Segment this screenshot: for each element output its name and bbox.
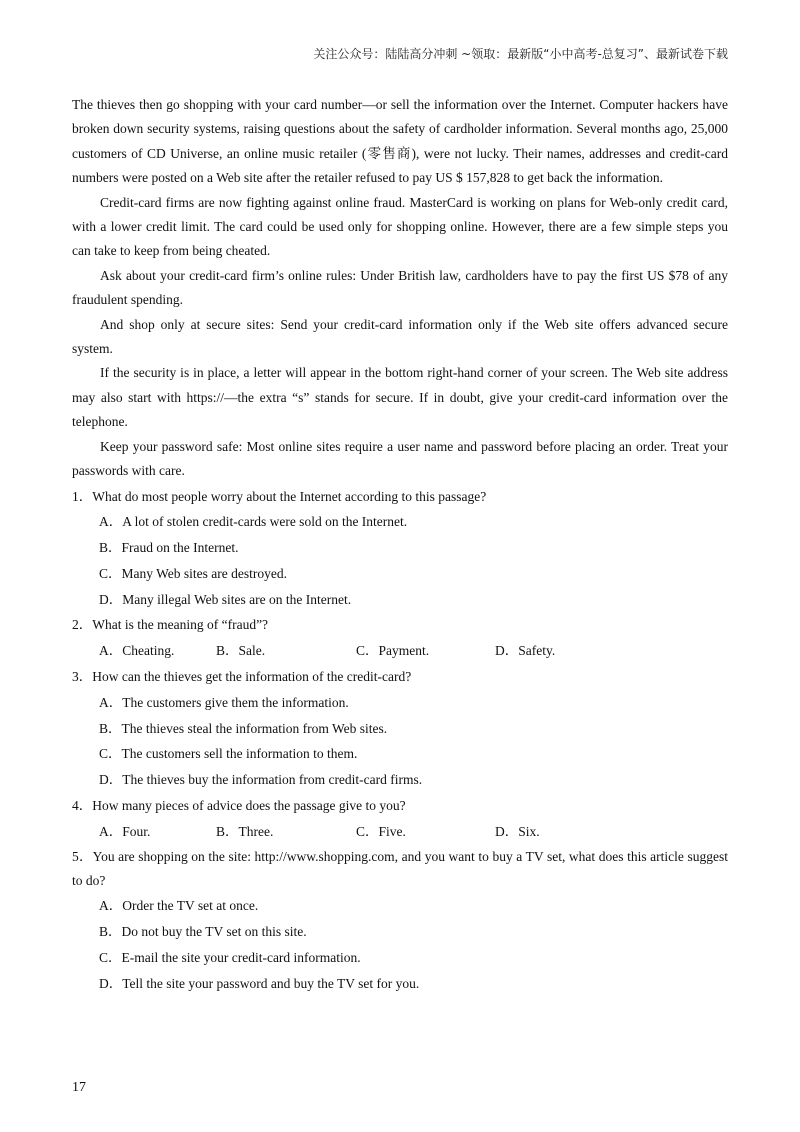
- option-d: D．Safety.: [495, 643, 556, 659]
- option-c: C．Payment.: [356, 643, 430, 659]
- options-row: [72, 819, 728, 845]
- option-c: C．Many Web sites are destroyed.: [99, 565, 287, 581]
- passage-paragraph-4: And shop only at secure sites: Send your credit-card information only if the Web site offers advanced secure system.: [72, 316, 728, 357]
- passage-paragraph-3: Ask about your credit-card firm’s online rules: Under British law, cardholders have to pay the first US $78 of any fraudulent spending.: [72, 267, 728, 308]
- passage-paragraph-2: Credit-card firms are now fighting against online fraud. MasterCard is working on plans for Web-only credit card, with a lower credit limit. The card could be used only for shopping online. However, there are a few simple steps you can take to keep from being cheated.: [72, 194, 728, 259]
- option-a: A．Cheating.: [99, 643, 175, 659]
- option-a: A．Four.: [99, 823, 151, 839]
- question-5: [72, 845, 728, 997]
- page-number: 17: [72, 1080, 86, 1095]
- option-a: A．Order the TV set at once.: [99, 898, 259, 914]
- option-d: D．The thieves buy the information from credit-card firms.: [99, 772, 423, 788]
- question-1: [72, 484, 728, 613]
- question-stem: [72, 845, 728, 894]
- passage-paragraph-5: If the security is in place, a letter will appear in the bottom right-hand corner of your screen. The Web site address may also start with https://—the extra “s” stands for secure. If in doubt, give your credit-card information over the telephone.: [72, 365, 728, 430]
- option-b: B．Sale.: [216, 643, 266, 659]
- question-number: 1．: [72, 488, 93, 504]
- option-b: B．Do not buy the TV set on this site.: [99, 924, 307, 940]
- options-row: [72, 638, 728, 664]
- document-body: [72, 93, 728, 997]
- question-number: 4．: [72, 798, 93, 814]
- question-number: 3．: [72, 669, 93, 685]
- page-header: 关注公众号：陆陆高分冲刺 ~领取：最新版“小中高考-总复习”、最新试卷下载: [313, 47, 728, 61]
- option-a: A．A lot of stolen credit-cards were sold on the Internet.: [99, 514, 408, 530]
- option-d: D．Six.: [495, 823, 540, 839]
- option-c: C．E-mail the site your credit-card information.: [99, 950, 361, 966]
- question-stem: [72, 484, 728, 510]
- option-c: C．Five.: [356, 823, 406, 839]
- question-text: What is the meaning of “fraud”?: [92, 617, 269, 633]
- question-stem: [72, 793, 728, 819]
- option-a: A．The customers give them the information.: [99, 694, 349, 710]
- option-b: B．The thieves steal the information from Web sites.: [99, 720, 388, 736]
- question-text: You are shopping on the site: http://www.shopping.com, and you want to buy a TV set, what does this article suggest to do?: [72, 848, 728, 889]
- question-text: How many pieces of advice does the passage give to you?: [92, 798, 406, 814]
- option-d: D．Tell the site your password and buy the TV set for you.: [99, 975, 420, 991]
- option-c: C．The customers sell the information to them.: [99, 746, 358, 762]
- question-text: How can the thieves get the information of the credit-card?: [92, 669, 412, 685]
- passage-paragraph-1: The thieves then go shopping with your card number—or sell the information over the Internet. Computer hackers have broken down security systems, raising questions about the safety of cardholder information. Several months ago, 25,000 customers of CD Universe, an online music retailer (零售商), were not lucky. Their names, addresses and credit-card numbers were posted on a Web site after the retailer refused to pay US $ 157,828 to get back the information.: [72, 97, 728, 186]
- option-b: B．Fraud on the Internet.: [99, 540, 239, 556]
- passage-paragraph-6: Keep your password safe: Most online sites require a user name and password before placing an order. Treat your passwords with care.: [72, 438, 728, 479]
- question-4: [72, 793, 728, 845]
- question-2: [72, 612, 728, 664]
- question-stem: [72, 612, 728, 638]
- question-number: 5．: [72, 848, 93, 864]
- question-3: [72, 664, 728, 793]
- option-d: D．Many illegal Web sites are on the Internet.: [99, 591, 352, 607]
- question-text: What do most people worry about the Internet according to this passage?: [92, 488, 487, 504]
- question-number: 2．: [72, 617, 93, 633]
- option-b: B．Three.: [216, 823, 274, 839]
- question-stem: [72, 664, 728, 690]
